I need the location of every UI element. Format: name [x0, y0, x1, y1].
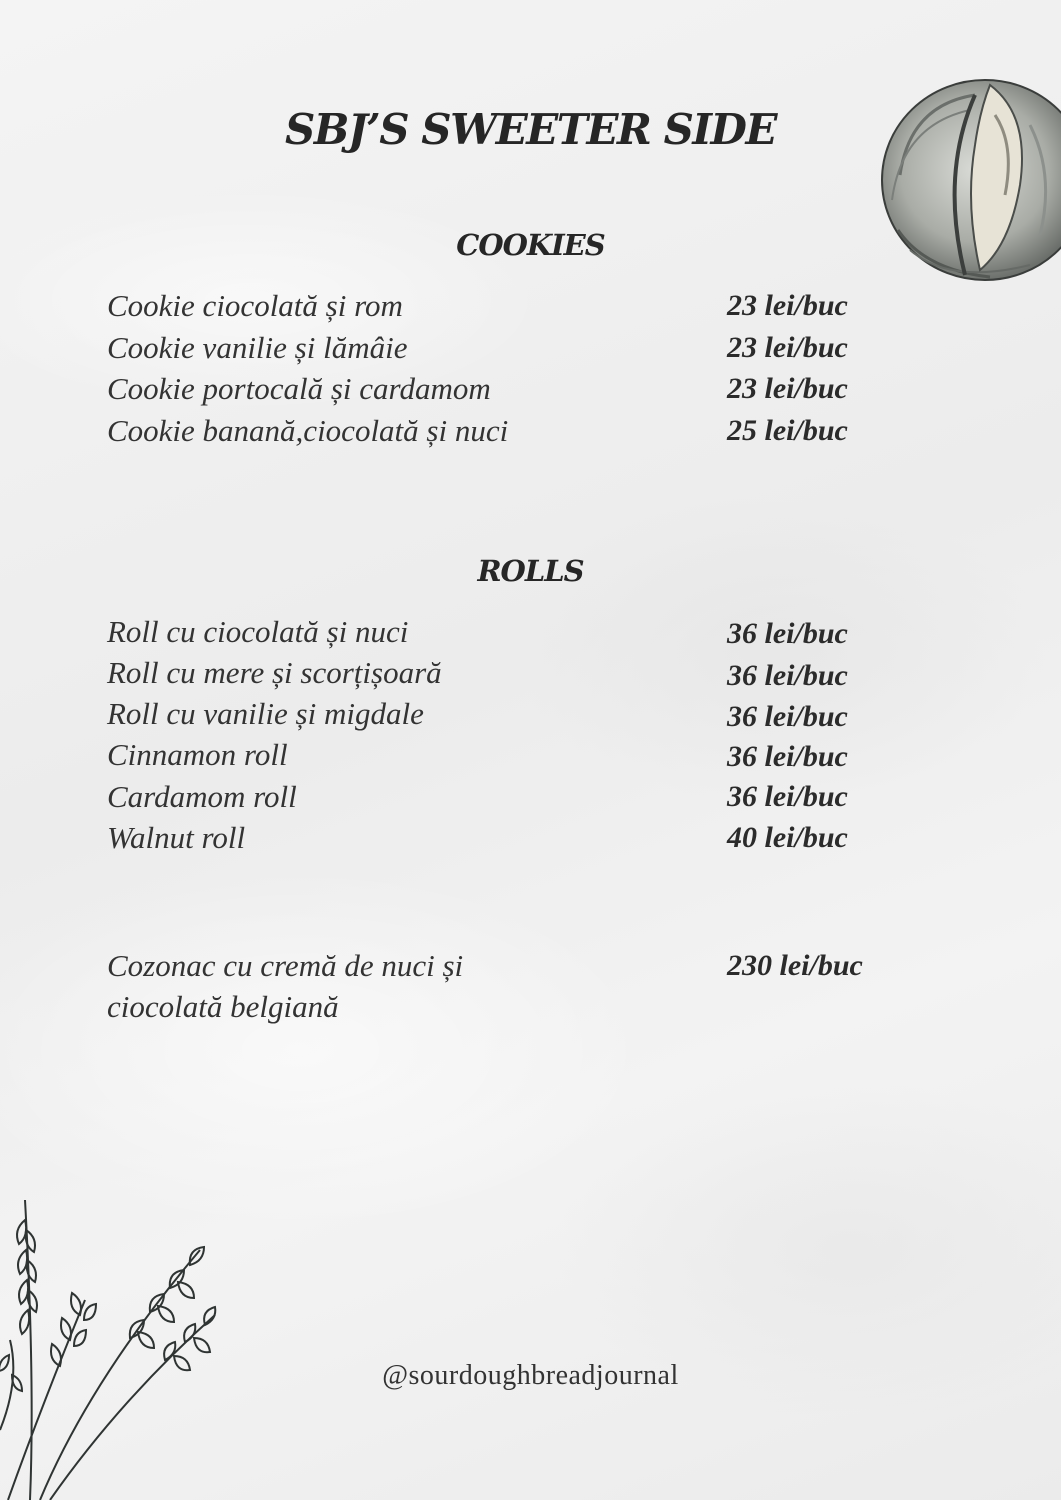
roll-item-name: Roll cu vanilie și migdale: [107, 696, 424, 731]
cozonac-item-name-continued: ciocolată belgiană: [107, 989, 339, 1024]
roll-item-price: 36 lei/buc: [727, 700, 848, 733]
cookie-item-price: 23 lei/buc: [727, 289, 848, 322]
cookie-item-price: 23 lei/buc: [727, 372, 848, 405]
cookie-item-price: 23 lei/buc: [727, 331, 848, 364]
instagram-handle: @sourdoughbreadjournal: [382, 1360, 679, 1391]
roll-item-name: Walnut roll: [107, 820, 246, 855]
cozonac-item-price: 230 lei/buc: [727, 949, 863, 982]
roll-item-name: Cinnamon roll: [107, 737, 288, 772]
menu-title: SBJ’S SWEETER SIDE: [284, 105, 776, 154]
roll-item-price: 36 lei/buc: [727, 617, 848, 650]
cookie-item-name: Cookie banană,ciocolată și nuci: [107, 413, 509, 448]
cookie-item-name: Cookie portocală și cardamom: [107, 371, 491, 406]
cookie-item-name: Cookie vanilie și lămâie: [107, 330, 408, 365]
cookie-item-price: 25 lei/buc: [727, 414, 848, 447]
roll-item-price: 36 lei/buc: [727, 780, 848, 813]
roll-item-name: Roll cu ciocolată și nuci: [107, 614, 409, 649]
cookies-heading: COOKIES: [456, 228, 605, 262]
roll-item-name: Cardamom roll: [107, 779, 297, 814]
cookie-item-name: Cookie ciocolată și rom: [107, 288, 403, 323]
roll-item-price: 36 lei/buc: [727, 740, 848, 773]
roll-item-name: Roll cu mere și scorțișoară: [107, 655, 442, 690]
roll-item-price: 40 lei/buc: [727, 821, 848, 854]
cozonac-item-name: Cozonac cu cremă de nuci și: [107, 948, 464, 983]
rolls-heading: ROLLS: [477, 554, 584, 588]
roll-item-price: 36 lei/buc: [727, 659, 848, 692]
wheat-stalks-illustration-icon: [0, 1180, 230, 1500]
